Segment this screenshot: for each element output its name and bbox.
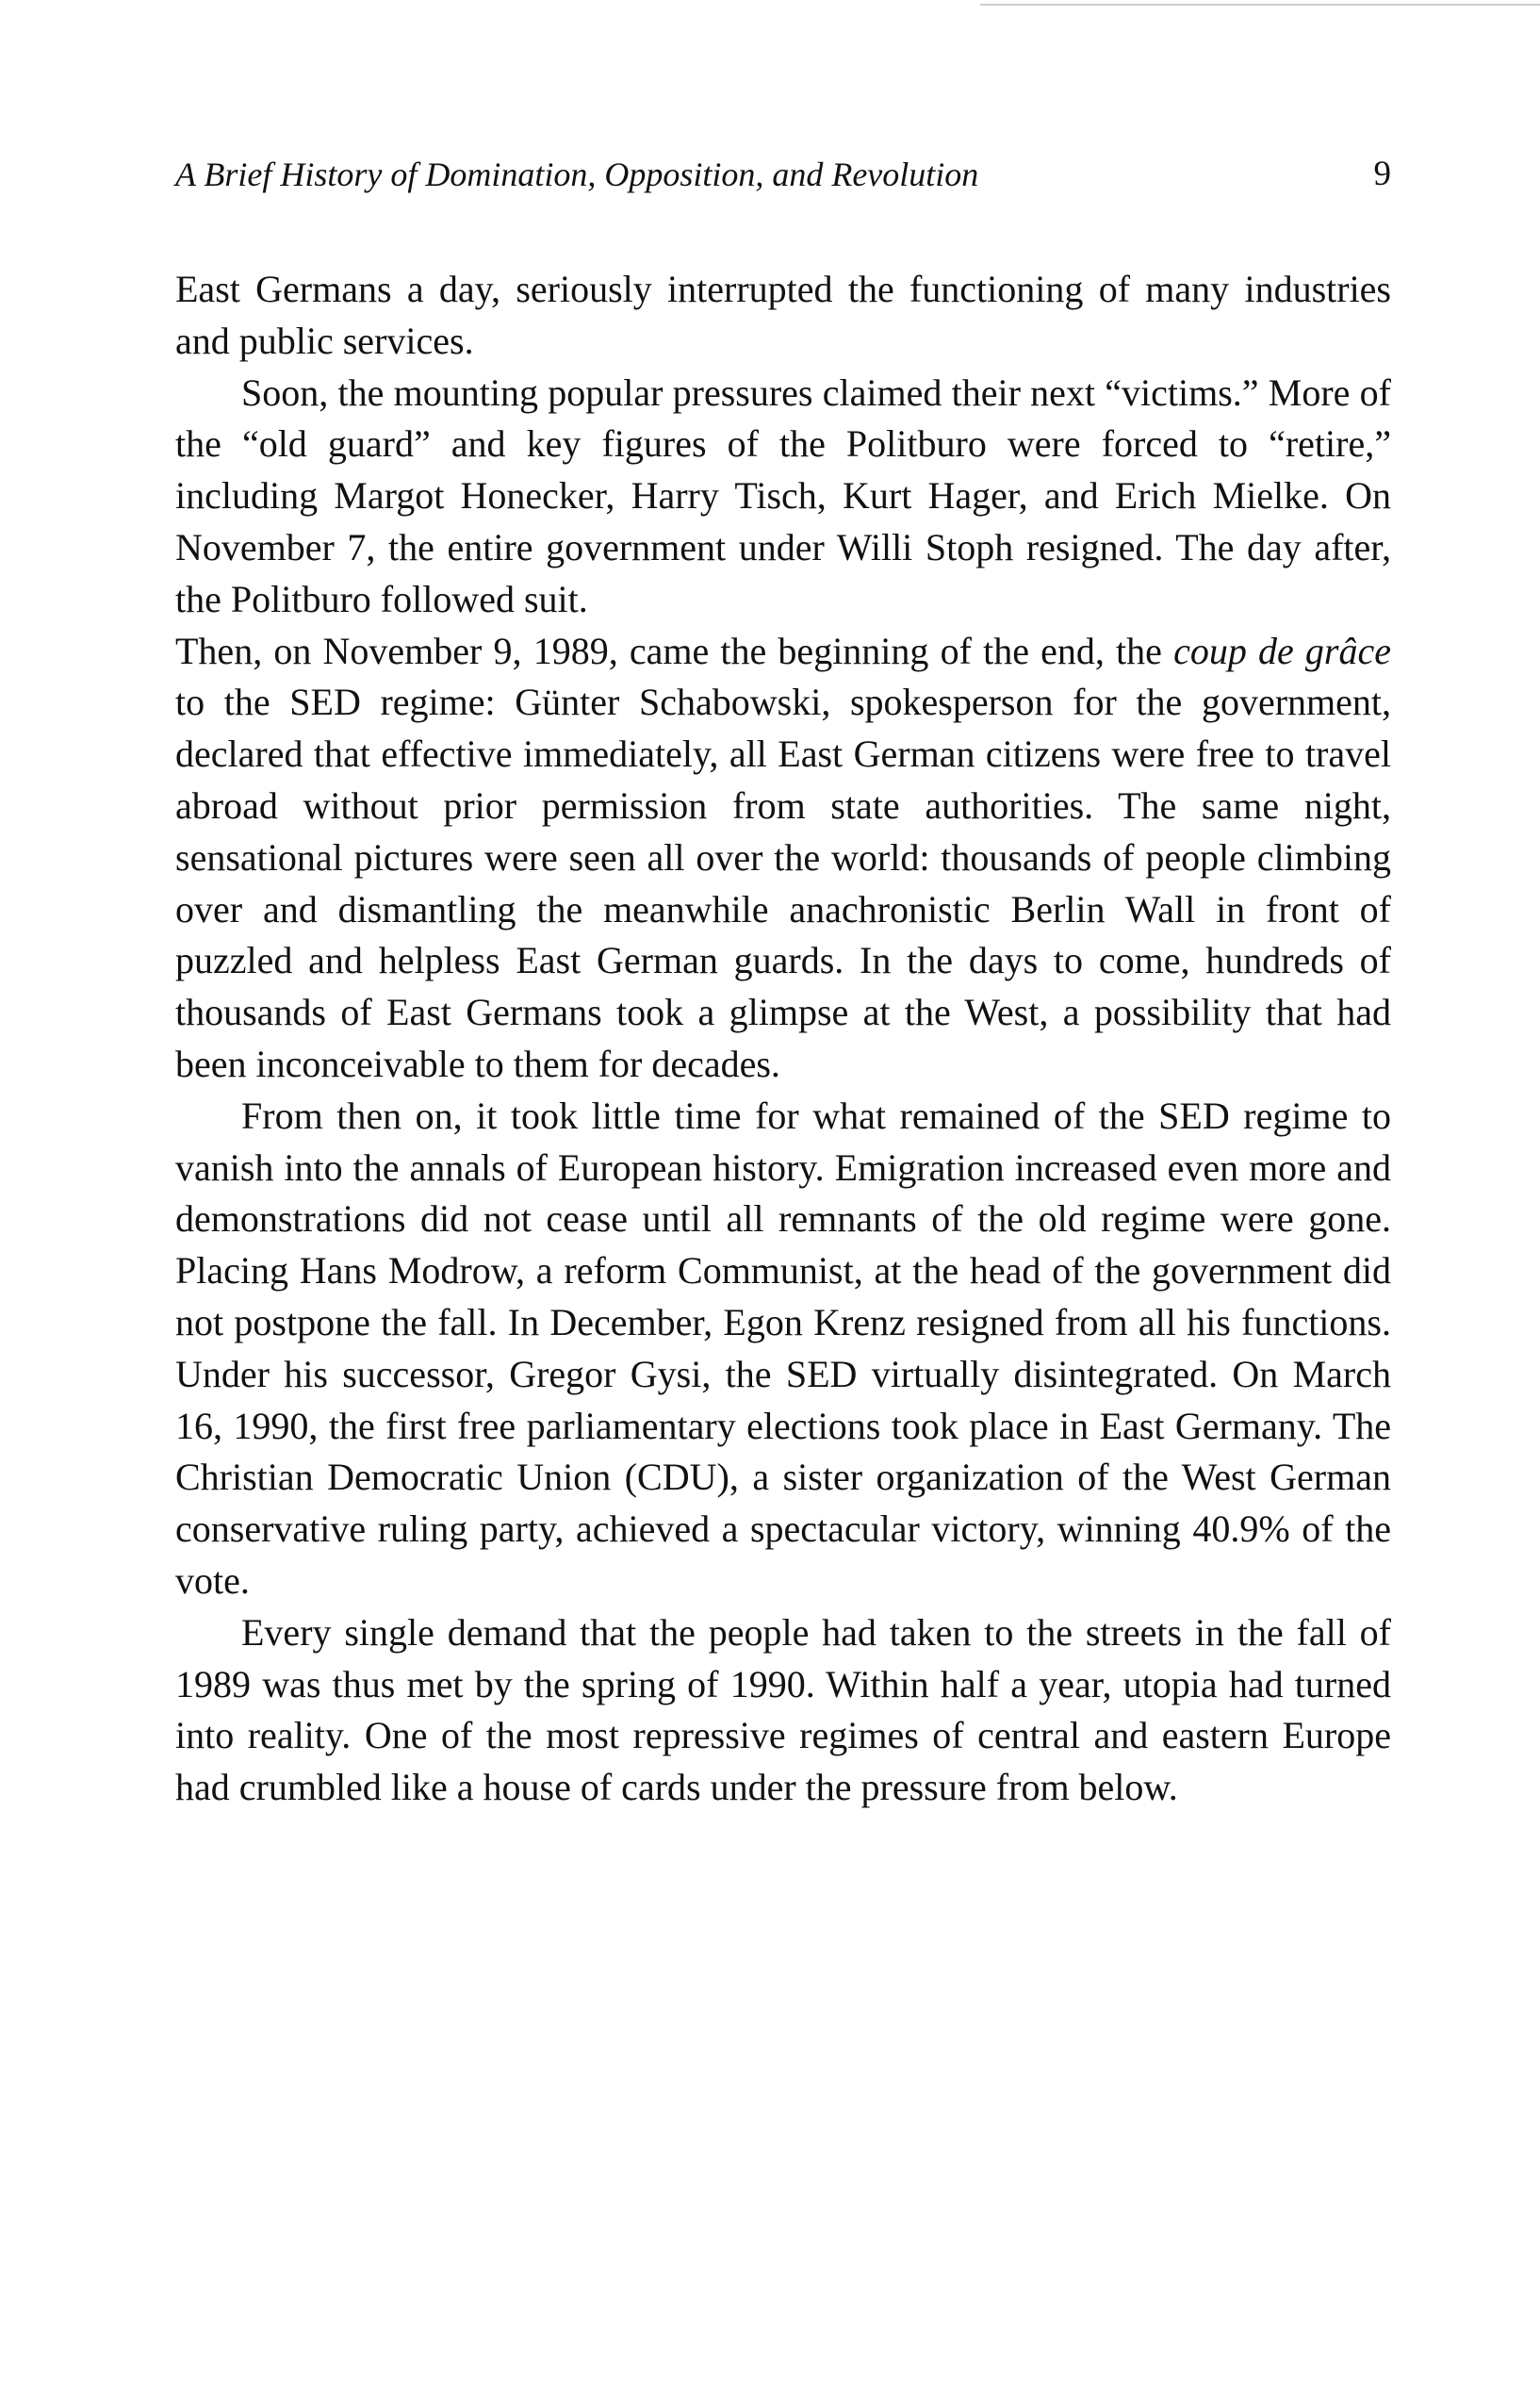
running-head [175, 151, 1391, 198]
paragraph-november-9-rest: to the SED regime: Günter Schabowski, spokesperson for the government, declared that effective immediately, all East German citizens were free to travel abroad without prior permission from state authorities. The same night, sensational pictures were seen all over the world: thousands of people climbing over and dismantling the meanwhile anachronistic Berlin Wall in front of puzzled and helpless East German guards. In the days to come, hundreds of thousands of East Germans took a glimpse at the West, a possibility that had been inconceivable to them for decades. [175, 681, 1391, 1085]
paragraph-soon: Soon, the mounting popular pressures claimed their next “victims.” More of the “old guard” and key figures of the Politburo were forced to “retire,” including Margot Honecker, Harry Tisch, Kurt Hager, and Erich Mielke. On November 7, the entire government under Willi Stoph resigned. The day after, the Politburo followed suit. [175, 371, 1391, 620]
paragraph-november-9 [175, 626, 1391, 1091]
paragraph-november-9-start: Then, on November 9, 1989, came the beginning of the end, the [175, 629, 1174, 672]
body-text [175, 264, 1391, 1814]
paragraph-continued: East Germans a day, seriously interrupted the functioning of many industries and public services. [175, 268, 1391, 362]
paragraph-from-then-on: From then on, it took little time for what remained of the SED regime to vanish into the annals of European history. Emigration increased even more and demonstrations did not cease until all remnants of the old regime were gone. Placing Hans Modrow, a reform Communist, at the head of the government did not postpone the fall. In December, Egon Krenz resigned from all his functions. Under his successor, Gregor Gysi, the SED virtually disintegrated. On March 16, 1990, the first free parliamentary elections took place in East Germany. The Christian Democratic Union (CDU), a sister organization of the West German conservative ruling party, achieved a spectacular victory, winning 40.9% of the vote. [175, 1094, 1391, 1602]
page-number: 9 [1373, 155, 1391, 193]
running-title: A Brief History of Domination, Opposition, and Revolution [175, 156, 979, 193]
coup-de-grace-italic: coup de grâce [1173, 629, 1391, 672]
scan-edge-line [980, 4, 1540, 6]
paragraph-every-single-demand: Every single demand that the people had taken to the streets in the fall of 1989 was thus met by the spring of 1990. Within half a year, utopia had turned into reality. One of the most repressive regimes of central and eastern Europe had crumbled like a house of cards under the pressure from below. [175, 1610, 1391, 1809]
